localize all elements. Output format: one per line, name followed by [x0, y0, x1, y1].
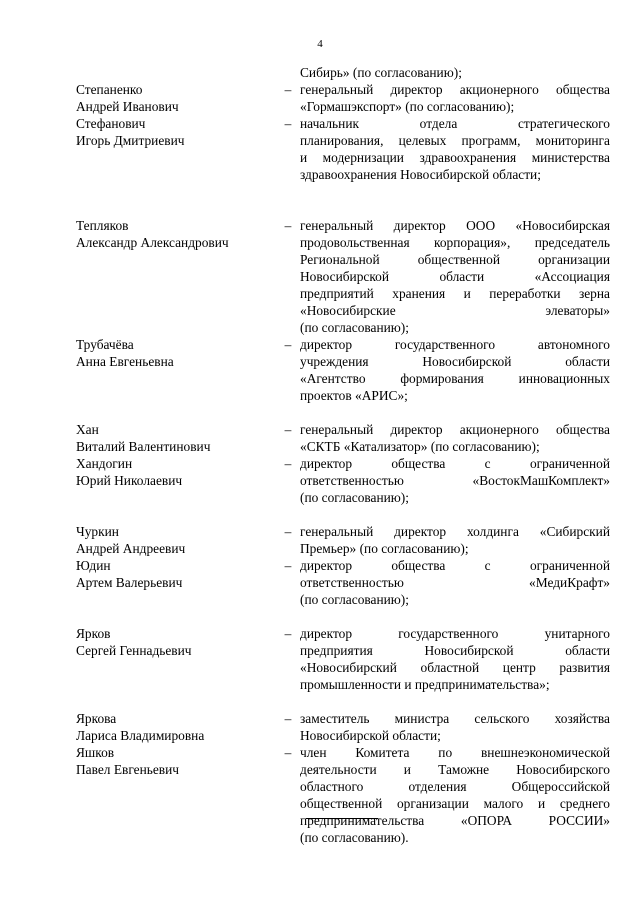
description-line: Новосибирской области;	[300, 728, 441, 743]
continuation-entry	[0, 64, 640, 81]
member-given-name: Лариса Владимировна	[76, 728, 205, 743]
member-given-name: Александр Александрович	[76, 235, 229, 250]
description-line: областного отделения Общероссийской	[300, 779, 610, 794]
member-position	[300, 115, 610, 183]
member-entry	[0, 710, 640, 744]
description-line: заместитель министра сельского хозяйства	[300, 711, 610, 726]
member-entry	[0, 421, 640, 455]
member-given-name: Виталий Валентинович	[76, 439, 211, 454]
entry-dash: –	[284, 711, 292, 726]
entry-description	[300, 64, 610, 81]
description-line: Премьер» (по согласованию);	[300, 541, 469, 556]
member-surname: Чуркин	[76, 524, 119, 539]
member-surname: Яркова	[76, 711, 117, 726]
description-line: директор общества с ограниченной	[300, 558, 610, 573]
member-position	[300, 455, 610, 506]
description-line: общественной организации малого и среднего	[300, 796, 610, 811]
member-position	[300, 217, 610, 336]
description-line: предприятий хранения и переработки зерна	[300, 286, 610, 301]
member-position	[300, 744, 610, 846]
description-line: промышленности и предпринимательства»;	[300, 677, 550, 692]
member-surname: Стефанович	[76, 116, 146, 131]
entry-dash: –	[284, 626, 292, 641]
closing-rule	[306, 818, 378, 819]
member-given-name: Игорь Дмитриевич	[76, 133, 185, 148]
description-line: «Новосибирские элеваторы»	[300, 303, 610, 318]
description-line: директор общества с ограниченной	[300, 456, 610, 471]
member-surname: Юдин	[76, 558, 111, 573]
member-surname: Трубачёва	[76, 337, 134, 352]
member-surname: Хандогин	[76, 456, 133, 471]
member-name	[76, 421, 276, 455]
description-line: продовольственная корпорация», председатель	[300, 235, 610, 250]
entry-dash: –	[284, 456, 292, 471]
description-line: генеральный директор акционерного общества	[300, 82, 610, 97]
member-entry	[0, 115, 640, 217]
member-surname: Степаненко	[76, 82, 143, 97]
member-entry	[0, 81, 640, 115]
member-position	[300, 557, 610, 608]
member-surname: Хан	[76, 422, 99, 437]
description-line: предприятия Новосибирской области	[300, 643, 610, 658]
description-line: генеральный директор ООО «Новосибирская	[300, 218, 610, 233]
member-name	[76, 710, 276, 744]
member-name	[76, 81, 276, 115]
member-entry	[0, 523, 640, 557]
description-line: генеральный директор холдинга «Сибирский	[300, 524, 610, 539]
member-name	[76, 625, 276, 659]
member-position	[300, 625, 610, 693]
member-entry	[0, 217, 640, 336]
description-line: Новосибирской области «Ассоциация	[300, 269, 610, 284]
description-line: планирования, целевых программ, мониторинга	[300, 133, 610, 148]
member-list	[0, 64, 640, 846]
member-position	[300, 336, 610, 404]
entry-dash: –	[284, 337, 292, 352]
member-given-name: Павел Евгеньевич	[76, 762, 180, 777]
member-given-name: Сергей Геннадьевич	[76, 643, 192, 658]
member-name	[76, 217, 276, 251]
member-surname: Яшков	[76, 745, 115, 760]
description-line: генеральный директор акционерного общества	[300, 422, 610, 437]
entry-dash: –	[284, 745, 292, 760]
member-name	[76, 455, 276, 489]
member-given-name: Анна Евгеньевна	[76, 354, 174, 369]
member-given-name: Андрей Андреевич	[76, 541, 186, 556]
description-line: ответственностью «МедиКрафт»	[300, 575, 610, 590]
description-line: здравоохранения Новосибирской области;	[300, 167, 541, 182]
entry-dash: –	[284, 116, 292, 131]
description-line: директор государственного автономного	[300, 337, 610, 352]
member-given-name: Андрей Иванович	[76, 99, 179, 114]
entry-dash: –	[284, 218, 292, 233]
entry-dash: –	[284, 558, 292, 573]
member-surname: Ярков	[76, 626, 111, 641]
member-entry	[0, 625, 640, 710]
description-line: деятельности и Таможне Новосибирского	[300, 762, 610, 777]
member-entry	[0, 557, 640, 625]
page-number: 4	[317, 38, 323, 50]
member-surname: Тепляков	[76, 218, 129, 233]
member-position	[300, 710, 610, 744]
description-line: Сибирь» (по согласованию);	[300, 65, 462, 80]
member-entry	[0, 336, 640, 421]
description-line: и модернизации здравоохранения министерства	[300, 150, 610, 165]
description-line: «Агентство формирования инновационных	[300, 371, 610, 386]
entry-dash: –	[284, 82, 292, 97]
member-position	[300, 81, 610, 115]
description-line: предпринимательства «ОПОРА РОССИИ»	[300, 813, 610, 828]
description-line: (по согласованию);	[300, 490, 409, 505]
description-line: (по согласованию);	[300, 592, 409, 607]
description-line: (по согласованию);	[300, 320, 409, 335]
description-line: (по согласованию).	[300, 830, 409, 845]
description-line: член Комитета по внешнеэкономической	[300, 745, 610, 760]
description-line: «СКТБ «Катализатор» (по согласованию);	[300, 439, 540, 454]
member-name	[76, 523, 276, 557]
member-entry	[0, 455, 640, 523]
description-line: директор государственного унитарного	[300, 626, 610, 641]
member-given-name: Артем Валерьевич	[76, 575, 183, 590]
member-position	[300, 523, 610, 557]
entry-dash: –	[284, 422, 292, 437]
member-name	[76, 336, 276, 370]
description-line: «Гормашэкспорт» (по согласованию);	[300, 99, 515, 114]
member-name	[76, 744, 276, 778]
member-position	[300, 421, 610, 455]
description-line: начальник отдела стратегического	[300, 116, 610, 131]
member-entry	[0, 744, 640, 846]
member-name	[76, 115, 276, 149]
entry-dash: –	[284, 524, 292, 539]
description-line: «Новосибирский областной центр развития	[300, 660, 610, 675]
description-line: учреждения Новосибирской области	[300, 354, 610, 369]
member-name	[76, 557, 276, 591]
description-line: Региональной общественной организации	[300, 252, 610, 267]
member-given-name: Юрий Николаевич	[76, 473, 183, 488]
description-line: проектов «АРИС»;	[300, 388, 408, 403]
description-line: ответственностью «ВостокМашКомплект»	[300, 473, 610, 488]
